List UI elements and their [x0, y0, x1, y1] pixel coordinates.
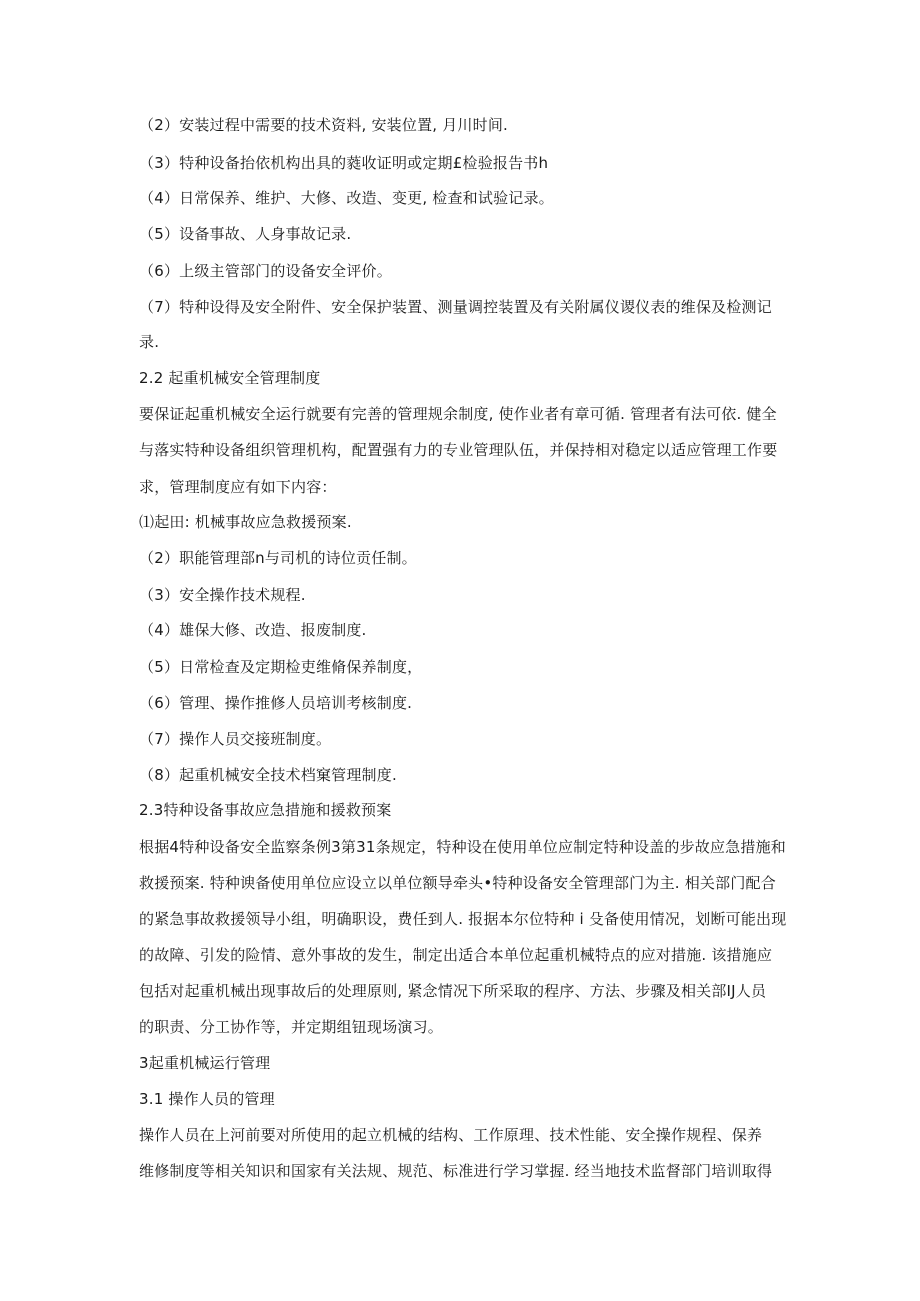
text-line: （2）安装过程中需要的技术资料, 安装位置, 月川时间. — [139, 116, 508, 134]
text-line: 的职责、分工协作等，并定期组钮现场演习。 — [139, 1018, 444, 1036]
section-heading: 2.3特种设备事故应急措施和援救预案 — [139, 801, 392, 819]
text-line: （3）特种设备抬依机构出具的蕤收证明或定期£检验报告书h — [139, 154, 549, 172]
text-line: （8）起重机械安全技术档窠管理制度. — [139, 766, 397, 784]
text-line: 包括对起重机械出现事故后的处理原则, 紧念情况下所采取的程序、方法、步骤及相关部IJ人员 — [139, 982, 767, 1000]
text-line: （3）安全操作技术规程. — [139, 586, 306, 604]
text-line: （4）雄保大修、改造、报废制度. — [139, 621, 367, 639]
text-line: （7）操作人员交接班制度。 — [139, 730, 332, 748]
text-line: 要保证起重机械安全运行就要有完善的管理规余制度, 使作业者有章可循. 管理者有法可依. 健全 — [139, 405, 777, 423]
text-line: （5）设备事故、人身事故记录. — [139, 225, 352, 243]
text-line: （5）日常检查及定期检吏维脩保养制度， — [139, 658, 423, 676]
text-line: 根据4特种设备安全监察条例3第31条规定，特种设在使用单位应制定特种设盖的步故应急措施和 — [139, 838, 786, 856]
text-line: 救援预案. 特种谀备使用单位应设立以单位额导牵头•特种设备安全管理部门为主. 相关部门配合 — [139, 874, 776, 892]
text-line: 与落实特种设备组织管理机构，配置强有力的专业管理队伍，并保持相对稳定以适应管理工作要 — [139, 441, 778, 459]
text-line: 维修制度等相关知识和国家有关法规、规范、标准进行学习掌握. 经当地技术监督部门培训取得 — [139, 1162, 773, 1180]
text-line: 录. — [139, 333, 160, 351]
text-line: （6）管理、操作推修人员培训考核制度. — [139, 694, 413, 712]
text-line: （2）职能管理部n与司机的诗位贡任制。 — [139, 549, 417, 567]
section-heading: 3起重机械运行管理 — [139, 1054, 271, 1072]
text-line: （7）特种设得及安全附件、安全保护装置、测量调控装置及有关附属仪谡仪表的维保及检测记 — [139, 298, 772, 316]
text-line: 的紧急事故救援领导小组，明确职设，费任到人. 报据本尔位特种 i 殳备使用情况，划断可能出现 — [139, 910, 787, 928]
section-heading: 3.1 操作人员的管理 — [139, 1090, 275, 1108]
text-line: 操作人员在上河前要对所使用的起立机械的结构、工作原理、技术性能、安全操作规程、保养 — [139, 1126, 763, 1144]
text-line: ⑴起田: 机械事故应急救援预案. — [139, 513, 352, 531]
text-line: 求，管理制度应有如下内容： — [139, 478, 337, 496]
text-line: （6）上级主管部门的设备安全评价。 — [139, 262, 392, 280]
text-line: （4）日常保养、维护、大修、改造、变更, 检查和试验记录。 — [139, 189, 554, 207]
section-heading: 2.2 起重机械安全管理制度 — [139, 369, 321, 387]
text-line: 的故障、引发的险情、意外事故的发生，制定出适合本单位起重机械特点的应对措施. 该措施应 — [139, 946, 773, 964]
